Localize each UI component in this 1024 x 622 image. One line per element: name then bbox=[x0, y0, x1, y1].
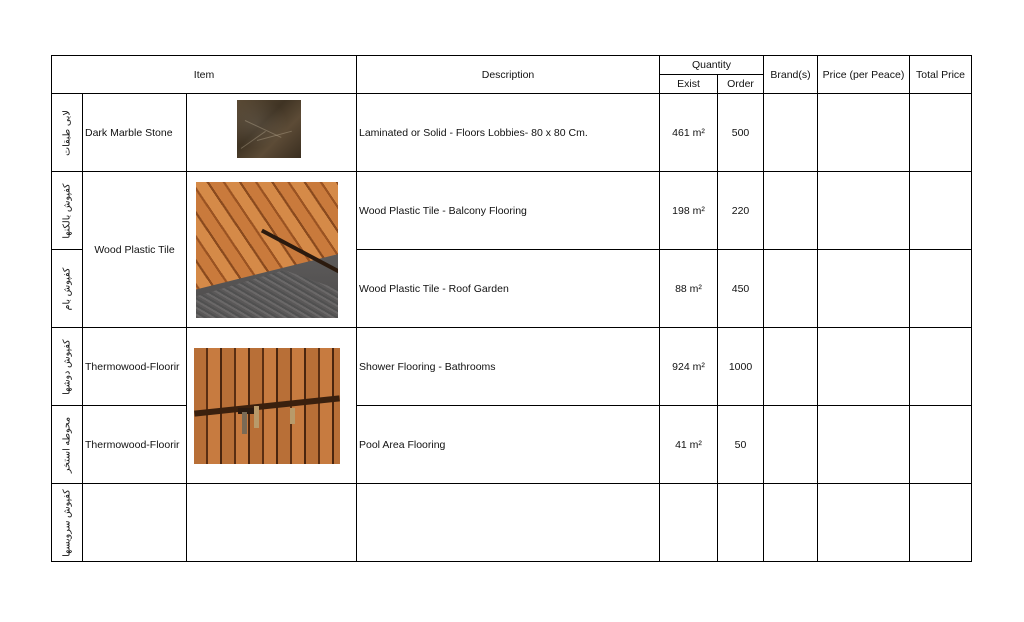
header-description: Description bbox=[357, 56, 660, 94]
row-item-image bbox=[187, 94, 357, 172]
row-exist: 924 m² bbox=[660, 328, 718, 406]
row-total bbox=[910, 250, 972, 328]
row-item-image bbox=[187, 328, 357, 484]
table-row bbox=[52, 328, 972, 406]
row-total bbox=[910, 172, 972, 250]
row-order: 450 bbox=[718, 250, 764, 328]
row-price bbox=[818, 250, 910, 328]
row-brand bbox=[764, 484, 818, 562]
row-item-image bbox=[187, 484, 357, 562]
row-order: 500 bbox=[718, 94, 764, 172]
row-brand bbox=[764, 94, 818, 172]
row-item-name bbox=[83, 484, 187, 562]
row-side-label: کفپوش بالکنها bbox=[52, 172, 83, 250]
row-total bbox=[910, 484, 972, 562]
row-order: 220 bbox=[718, 172, 764, 250]
row-side-label: کفپوش بام bbox=[52, 250, 83, 328]
row-price bbox=[818, 172, 910, 250]
row-item-name: Thermowood-Floorir bbox=[83, 406, 187, 484]
wood-plastic-tile-image bbox=[196, 182, 338, 318]
row-brand bbox=[764, 406, 818, 484]
row-exist bbox=[660, 484, 718, 562]
row-side-label: کفپوش دوشها bbox=[52, 328, 83, 406]
header-brands: Brand(s) bbox=[764, 56, 818, 94]
row-price bbox=[818, 94, 910, 172]
thermowood-image bbox=[194, 348, 340, 464]
row-exist: 88 m² bbox=[660, 250, 718, 328]
row-item-image bbox=[187, 172, 357, 328]
dark-marble-image bbox=[237, 100, 301, 158]
header-order: Order bbox=[718, 75, 764, 94]
table-row bbox=[52, 484, 972, 562]
header-total: Total Price bbox=[910, 56, 972, 94]
row-description: Wood Plastic Tile - Roof Garden bbox=[357, 250, 660, 328]
row-total bbox=[910, 328, 972, 406]
row-side-label: لابی طبقات bbox=[52, 94, 83, 172]
row-item-name: Dark Marble Stone bbox=[83, 94, 187, 172]
row-description: Laminated or Solid - Floors Lobbies- 80 x 80 Cm. bbox=[357, 94, 660, 172]
row-order: 1000 bbox=[718, 328, 764, 406]
row-description: Shower Flooring - Bathrooms bbox=[357, 328, 660, 406]
table-row bbox=[52, 172, 972, 250]
header-exist: Exist bbox=[660, 75, 718, 94]
row-side-label: محوطه استخر bbox=[52, 406, 83, 484]
quantity-table bbox=[51, 55, 972, 562]
row-price bbox=[818, 484, 910, 562]
row-exist: 41 m² bbox=[660, 406, 718, 484]
header-item: Item bbox=[52, 56, 357, 94]
row-price bbox=[818, 328, 910, 406]
row-side-label: کفپوش سرویسها bbox=[52, 484, 83, 562]
row-brand bbox=[764, 250, 818, 328]
row-description: Pool Area Flooring bbox=[357, 406, 660, 484]
row-description: Wood Plastic Tile - Balcony Flooring bbox=[357, 172, 660, 250]
header-quantity: Quantity bbox=[660, 56, 764, 75]
bill-of-quantities-grid bbox=[51, 55, 972, 562]
row-order bbox=[718, 484, 764, 562]
row-exist: 461 m² bbox=[660, 94, 718, 172]
row-order: 50 bbox=[718, 406, 764, 484]
row-description bbox=[357, 484, 660, 562]
row-item-name: Thermowood-Floorir bbox=[83, 328, 187, 406]
table-row bbox=[52, 94, 972, 172]
row-brand bbox=[764, 172, 818, 250]
row-total bbox=[910, 94, 972, 172]
header-price: Price (per Peace) bbox=[818, 56, 910, 94]
row-brand bbox=[764, 328, 818, 406]
row-total bbox=[910, 406, 972, 484]
row-exist: 198 m² bbox=[660, 172, 718, 250]
row-price bbox=[818, 406, 910, 484]
row-item-name: Wood Plastic Tile bbox=[83, 172, 187, 328]
